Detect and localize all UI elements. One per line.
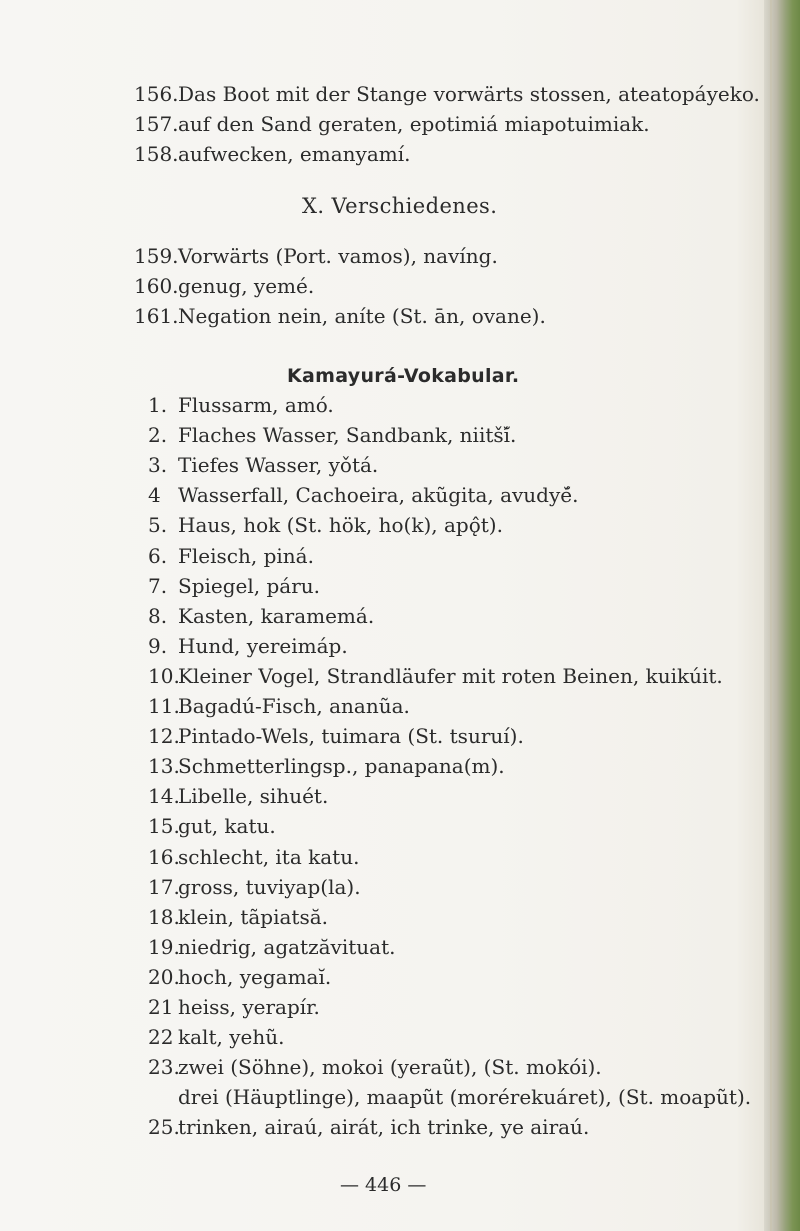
page-number: — 446 — <box>340 1174 427 1196</box>
entry-number: 6. <box>148 543 168 568</box>
entry-number: 13. <box>148 754 180 779</box>
entry-text: Wasserfall, Cachoeira, akũgita, avudyé̆. <box>178 483 579 508</box>
entry-text: Haus, hok (St. hök, ho(k), apǫ̂t). <box>178 513 503 538</box>
entry-text: schlecht, ita katu. <box>178 844 360 869</box>
entry-text: genug, yemé. <box>178 274 315 298</box>
entry-number: 4 <box>148 483 161 508</box>
entry-number: 1. <box>148 393 168 417</box>
entry-number: 18. <box>148 904 180 929</box>
entry-text: Kasten, karamemá. <box>178 603 375 628</box>
entry-text: Spiegel, páru. <box>178 573 321 598</box>
entry-number: 19. <box>148 934 180 959</box>
entry-text: gross, tuviyap(la). <box>178 874 361 899</box>
entry-text: Flaches Wasser, Sandbank, niitšĭ́. <box>178 423 517 448</box>
entry-text: gut, katu. <box>178 814 276 839</box>
entry-number: 25. <box>148 1115 180 1140</box>
entry-number: 21 <box>148 995 174 1019</box>
entry-number: 2. <box>148 423 168 448</box>
entry-number: 3. <box>148 453 168 478</box>
entry-text: Flussarm, amó. <box>178 393 334 417</box>
entry-number: 15. <box>148 814 180 839</box>
entry-number: 158. <box>134 142 179 166</box>
entry-number: 16. <box>148 844 180 869</box>
entry-number: 22 <box>148 1025 174 1050</box>
entry-number: 5. <box>148 513 168 538</box>
entry-text: Pintado-Wels, tuimara (St. tsuruí). <box>178 724 524 749</box>
entry-number: 23. <box>148 1055 180 1080</box>
entry-text: Hund, yereimáp. <box>178 633 348 658</box>
entry-text: drei (Häuptlinge), maapũt (morérekuáret), (St. moapũt). <box>178 1085 752 1110</box>
entry-text: zwei (Söhne), mokoi (yeraũt), (St. mokói). <box>178 1055 602 1080</box>
entry-text: Fleisch, piná. <box>178 543 314 568</box>
entry-number: 8. <box>148 603 168 628</box>
entry-number: 7. <box>148 573 168 598</box>
entry-text: Schmetterlingsp., panapana(m). <box>178 754 505 779</box>
entry-number: 20. <box>148 964 180 989</box>
entry-number: 10. <box>148 663 180 688</box>
entry-text: Negation nein, aníte (St. ān, ovane). <box>178 304 546 328</box>
entry-text: auf den Sand geraten, epotimiá miapotuimiak. <box>178 112 650 136</box>
entry-text: Das Boot mit der Stange vorwärts stossen, ateatopáyeko. <box>178 82 760 106</box>
entry-text: kalt, yehũ. <box>178 1025 285 1050</box>
entry-text: hoch, yegamaĭ. <box>178 964 332 989</box>
entry-number: 161. <box>134 304 179 328</box>
entry-number: 17. <box>148 874 180 899</box>
entry-number: 157. <box>134 112 179 136</box>
entry-number: 14. <box>148 784 180 809</box>
book-edge-line <box>770 0 772 1231</box>
entry-text: Kleiner Vogel, Strandläufer mit roten Beinen, kuikúit. <box>178 663 723 688</box>
entry-text: niedrig, agatzăvituat. <box>178 934 396 959</box>
entry-text: Libelle, sihuét. <box>178 784 329 809</box>
entry-number: 159. <box>134 244 179 268</box>
entry-text: trinken, airaú, airát, ich trinke, ye airaú. <box>178 1115 590 1140</box>
entry-number: 156. <box>134 82 179 106</box>
vocabulary-heading: Kamayurá-Vokabular. <box>287 365 520 387</box>
entry-text: heiss, yerapír. <box>178 995 320 1019</box>
entry-text: Tiefes Wasser, yǒtá. <box>178 453 379 478</box>
entry-number: 160. <box>134 274 179 298</box>
entry-number: 11. <box>148 694 180 718</box>
entry-number: 12. <box>148 724 180 749</box>
entry-text: aufwecken, emanyamí. <box>178 142 411 166</box>
entry-text: klein, tãpiatsă. <box>178 904 329 929</box>
entry-number: 9. <box>148 633 168 658</box>
section-x-heading: X. Verschiedenes. <box>302 194 498 218</box>
entry-text: Vorwärts (Port. vamos), navíng. <box>178 244 498 268</box>
entry-text: Bagadú-Fisch, ananũa. <box>178 694 410 718</box>
